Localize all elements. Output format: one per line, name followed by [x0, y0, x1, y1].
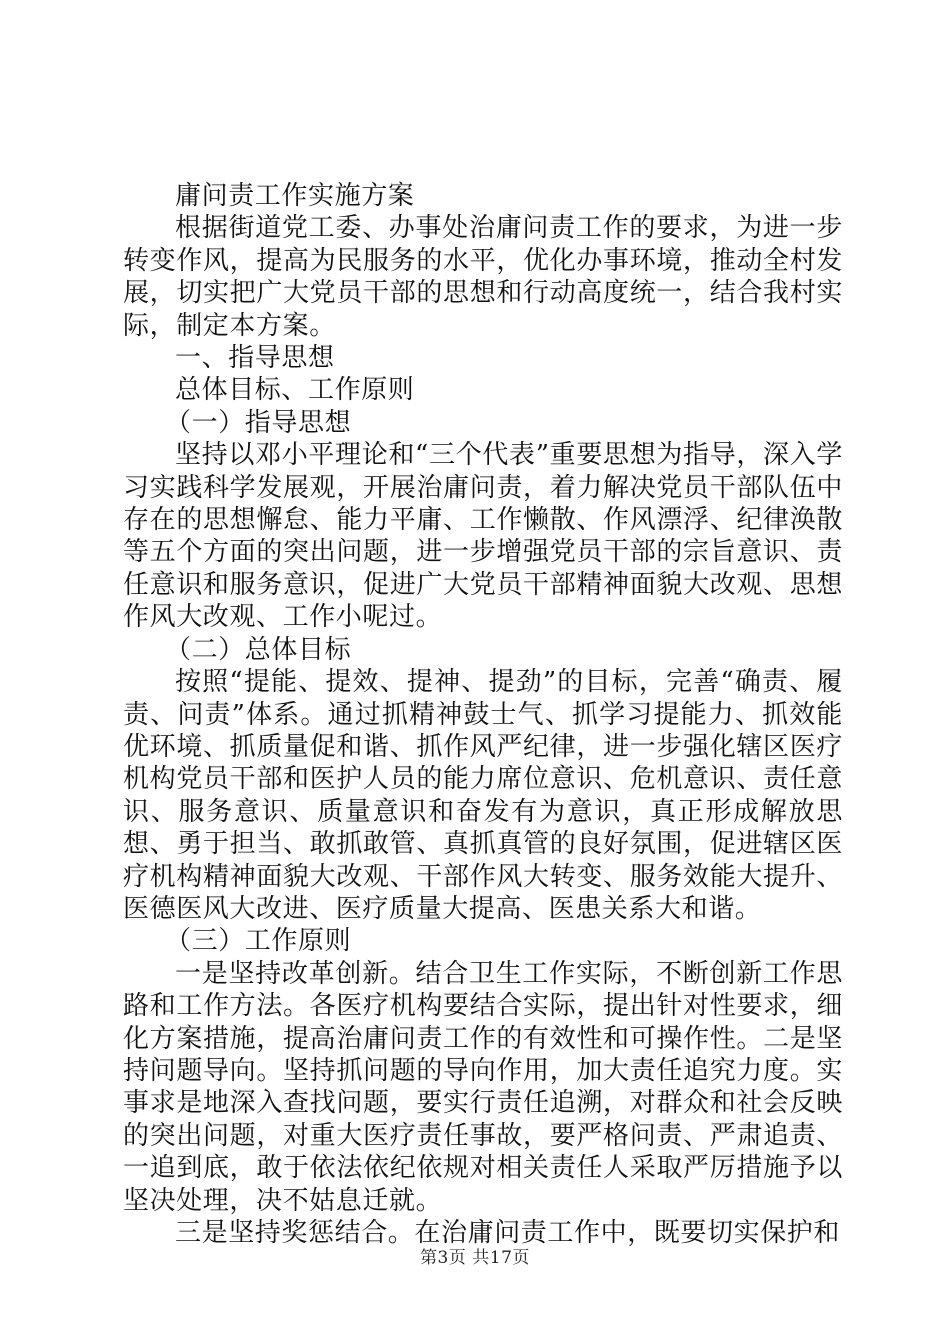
- subheading-1: （一）指导思想: [165, 407, 352, 438]
- page-number: 第3页 共17页: [420, 1248, 530, 1268]
- section-heading-guiding-ideology: 一、指导思想: [175, 343, 335, 374]
- document-body: [123, 180, 843, 1249]
- section-heading-goals-principles: 总体目标、工作原则: [175, 375, 415, 406]
- paragraph-principles-1: 一是坚持改革创新。结合卫生工作实际，不断创新工作思路和工作方法。各医疗机构要结合实际，提出针对性要求，细化方案措施，提高治庸问责工作的有效性和可操作性。二是坚持问题导向。坚持抓问题的导向作用，加大责任追究力度。实事求是地深入查找问题，要实行责任追溯，对群众和社会反映的突出问题，对重大医疗责任事故，要严格问责、严肃追责、一追到底，敢于依法依纪依规对相关责任人采取严厉措施予以坚决处理，决不姑息迁就。: [123, 958, 843, 1216]
- paragraph-principles-3: 三是坚持奖惩结合。在治庸问责工作中，既要切实保护和: [175, 1218, 841, 1248]
- paragraph-intro: 根据街道党工委、办事处治庸问责工作的要求，为进一步转变作风，提高为民服务的水平，优化办事环境，推动全村发展，切实把广大党员干部的思想和行动高度统一，结合我村实际，制定本方案。: [123, 213, 843, 341]
- paragraph-overall-goals: 按照“提能、提效、提神、提劲”的目标，完善“确责、履责、问责”体系。通过抓精神鼓士气、抓学习提能力、抓效能优环境、抓质量促和谐、抓作风严纪律，进一步强化辖区医疗机构党员干部和医护人员的能力席位意识、危机意识、责任意识、服务意识、质量意识和奋发有为意识，真正形成解放思想、勇于担当、敢抓敢管、真抓真管的良好氛围，促进辖区医疗机构精神面貌大改观、干部作风大转变、服务效能大提升、医德医风大改进、医疗质量大提高、医患关系大和谐。: [123, 667, 843, 924]
- subheading-3: （三）工作原则: [165, 926, 352, 957]
- paragraph-guiding-ideology: 坚持以邓小平理论和“三个代表”重要思想为指导，深入学习实践科学发展观，开展治庸问责，着力解决党员干部队伍中存在的思想懈怠、能力平庸、工作懒散、作风漂浮、纪律涣散等五个方面的突出问题，进一步增强党员干部的宗旨意识、责任意识和服务意识，促进广大党员干部精神面貌大改观、思想作风大改观、工作小呢过。: [123, 440, 843, 633]
- document-title: 庸问责工作实施方案: [175, 181, 415, 211]
- subheading-2: （二）总体目标: [165, 634, 352, 665]
